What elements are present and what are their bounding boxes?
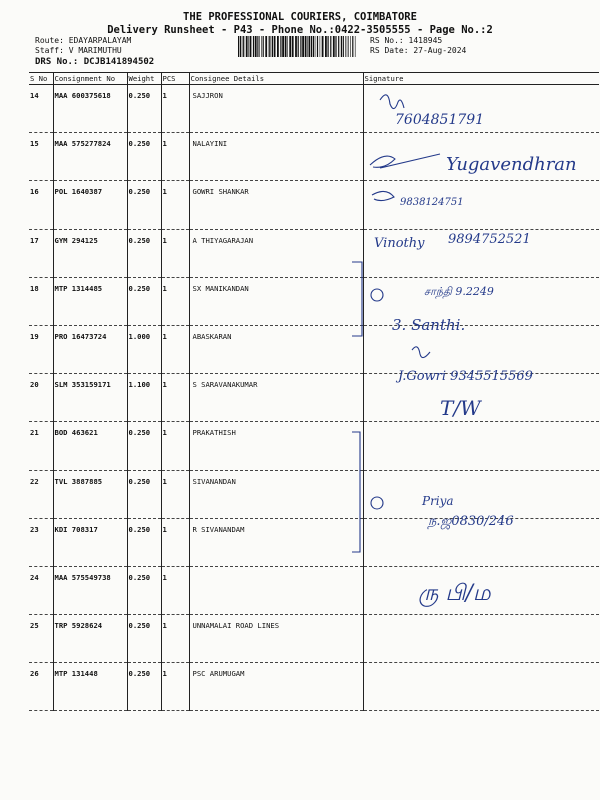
cell-signature [363,181,599,229]
col-header-pcs: PCS [161,73,189,85]
cell-pcs: 1 [161,518,189,566]
cell-sno: 22 [29,470,53,518]
cell-pcs: 1 [161,229,189,277]
cell-consignee: PSC ARUMUGAM [189,663,363,711]
handwriting-26: ரு பி/ம [418,581,491,606]
cell-sno: 24 [29,566,53,614]
handwriting-21b: T/W [440,396,481,420]
cell-signature [363,470,599,518]
cell-pcs: 1 [161,277,189,325]
cell-signature [363,566,599,614]
col-header-sno: S No [29,73,53,85]
cell-consignee: PRAKATHISH [189,422,363,470]
cell-consignee [189,566,363,614]
cell-signature [363,133,599,181]
cell-weight: 0.250 [127,566,161,614]
cell-weight: 0.250 [127,615,161,663]
cell-pcs: 1 [161,325,189,373]
cell-consignment: KDI 708317 [53,518,127,566]
cell-consignment: BOD 463621 [53,422,127,470]
runsheet-title: Delivery Runsheet - P43 - Phone No.:0422-3505555 - Page No.:2 [107,24,493,36]
cell-sno: 18 [29,277,53,325]
cell-weight: 0.250 [127,229,161,277]
handwriting-24a: Priya [422,494,454,508]
cell-consignment: MAA 575277824 [53,133,127,181]
cell-weight: 1.000 [127,325,161,373]
table-row [29,663,599,711]
cell-sno: 14 [29,85,53,133]
cell-consignment: MTP 131448 [53,663,127,711]
cell-consignment: POL 1640387 [53,181,127,229]
handwriting-17a: Vinothy [374,236,425,251]
cell-weight: 0.250 [127,181,161,229]
cell-consignee: GOWRI SHANKAR [189,181,363,229]
cell-weight: 0.250 [127,470,161,518]
cell-signature [363,277,599,325]
cell-signature [363,325,599,373]
table-row [29,615,599,663]
table-row [29,470,599,518]
cell-weight: 0.250 [127,663,161,711]
cell-consignment: GYM 294125 [53,229,127,277]
route-label: Route: EDAYARPALAYAM [35,36,132,45]
cell-consignment: PRO 16473724 [53,325,127,373]
cell-pcs: 1 [161,663,189,711]
cell-signature [363,85,599,133]
cell-consignee: NALAYINI [189,133,363,181]
barcode [237,36,357,57]
cell-signature [363,229,599,277]
table-row [29,422,599,470]
cell-consignment: TRP 5928624 [53,615,127,663]
cell-sno: 21 [29,422,53,470]
cell-consignee: ABASKARAN [189,325,363,373]
cell-consignee: S SARAVANAKUMAR [189,374,363,422]
cell-pcs: 1 [161,566,189,614]
cell-signature [363,663,599,711]
staff-label: Staff: V MARIMUTHU [35,46,122,55]
cell-pcs: 1 [161,422,189,470]
cell-sno: 26 [29,663,53,711]
handwriting-16: 9838124751 [400,197,464,208]
col-header-consignment: Consignment No [53,73,127,85]
table-row [29,518,599,566]
rs-date: RS Date: 27-Aug-2024 [370,46,467,55]
table-row [29,229,599,277]
handwriting-19a: சாந்தி 9.2249 [424,285,494,298]
table-header [29,73,599,85]
cell-pcs: 1 [161,470,189,518]
cell-signature [363,518,599,566]
cell-weight: 0.250 [127,422,161,470]
cell-consignee: UNNAMALAI ROAD LINES [189,615,363,663]
cell-consignee: SIVANANDAN [189,470,363,518]
cell-consignment: SLM 353159171 [53,374,127,422]
cell-consignee: SX MANIKANDAN [189,277,363,325]
table-row [29,85,599,133]
cell-sno: 19 [29,325,53,373]
cell-sno: 25 [29,615,53,663]
table-row [29,133,599,181]
cell-pcs: 1 [161,85,189,133]
table-row [29,325,599,373]
cell-pcs: 1 [161,615,189,663]
table-row [29,374,599,422]
cell-sno: 17 [29,229,53,277]
handwriting-21a: J.Gowri 9345515569 [398,369,533,384]
cell-pcs: 1 [161,133,189,181]
drs-number: DRS No.: DCJB141894502 [35,57,155,67]
cell-consignment: MAA 600375618 [53,85,127,133]
handwriting-17b: 9894752521 [448,232,531,247]
cell-pcs: 1 [161,374,189,422]
cell-pcs: 1 [161,181,189,229]
runsheet-table [29,72,599,711]
table-row [29,566,599,614]
cell-weight: 0.250 [127,518,161,566]
handwriting-15: Yugavendhran [446,154,577,175]
cell-sno: 15 [29,133,53,181]
col-header-consignee: Consignee Details [189,73,363,85]
handwriting-24b: ந.ஜ0830/246 [428,514,514,529]
cell-sno: 20 [29,374,53,422]
handwriting-19b: 3. Santhi. [392,316,466,334]
col-header-weight: Weight [127,73,161,85]
col-header-signature: Signature [363,73,599,85]
cell-signature [363,615,599,663]
cell-signature [363,374,599,422]
cell-consignment: MAA 575549738 [53,566,127,614]
cell-weight: 0.250 [127,85,161,133]
cell-consignee: A THIYAGARAJAN [189,229,363,277]
cell-weight: 0.250 [127,277,161,325]
cell-consignee: R SIVANANDAM [189,518,363,566]
table-row [29,277,599,325]
handwriting-14: 7604851791 [395,112,485,128]
cell-consignment: TVL 3887885 [53,470,127,518]
table-row [29,181,599,229]
company-title: THE PROFESSIONAL COURIERS, COIMBATORE [183,11,417,23]
cell-weight: 1.100 [127,374,161,422]
cell-consignee: SAJJRON [189,85,363,133]
rs-number: RS No.: 1418945 [370,36,443,45]
cell-sno: 23 [29,518,53,566]
cell-signature [363,422,599,470]
cell-weight: 0.250 [127,133,161,181]
cell-sno: 16 [29,181,53,229]
cell-consignment: MTP 1314485 [53,277,127,325]
